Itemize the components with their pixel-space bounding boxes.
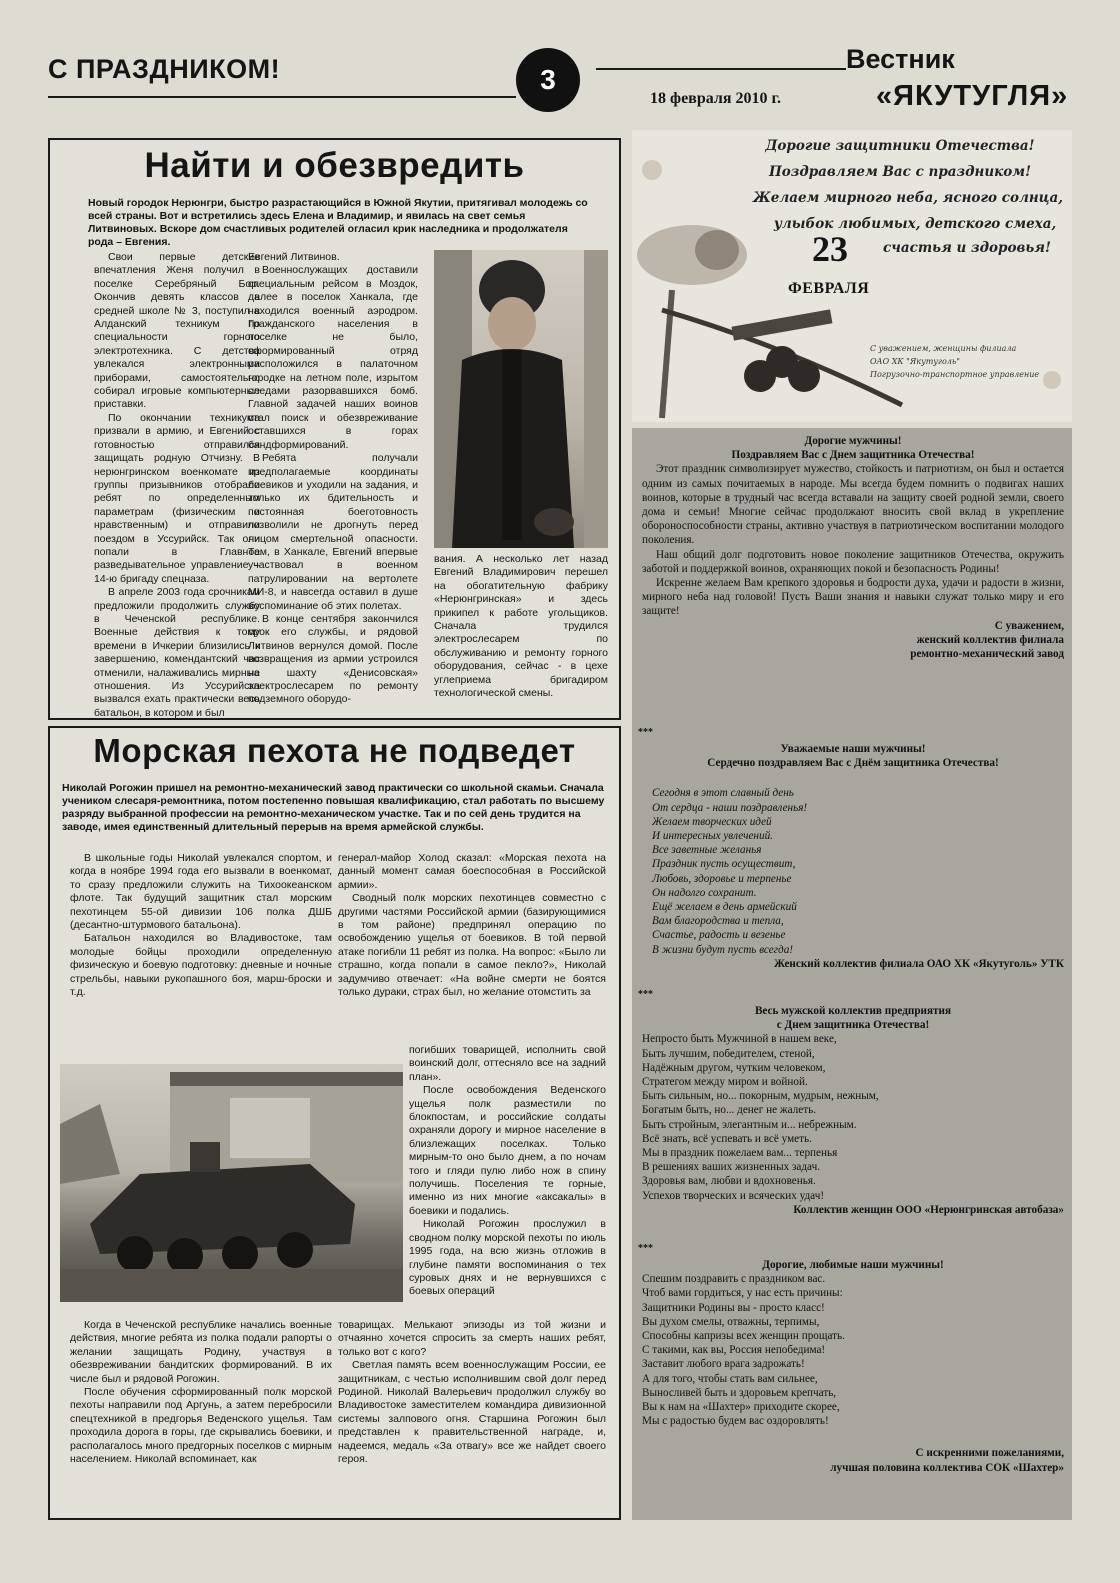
paragraph: По окончании техникума призвали в армию, и Евгений с готовностью отправился защищать родную Отчизну. В нерюнгринском военкомате из группы призывников отобрали ребят по определенным параметрам (физическим и нравственным) и отправили поездом в Уссурийск. Так они попали в Главное разведывательное управление – 14-ю бригаду спецназа. — [94, 411, 260, 585]
greeting-signature: женский коллектив филиала — [916, 633, 1064, 646]
signature-line: Погрузочно-транспортное управление — [870, 370, 1040, 379]
greeting-line: Желаем мирного неба, ясного солнца, — [753, 190, 1063, 206]
poem-line: Здоровья вам, любви и вдохновенья. — [642, 1175, 816, 1188]
greeting-signature: Женский коллектив филиала ОАО ХК «Якутуголь» УТК — [773, 957, 1064, 970]
header-rule-left — [48, 96, 516, 98]
article-column-2-bottom — [338, 1319, 606, 1466]
article-column-2 — [248, 251, 418, 707]
poem-line: И интересных увлечений. — [652, 830, 773, 843]
poem-line: Вам благородства и тепла, — [652, 915, 784, 928]
greeting-line: Поздравляем Вас с праздником! — [768, 164, 1032, 180]
article-title: Морская пехота не подведет — [93, 732, 576, 769]
paragraph: После освобождения Веденского ущелья полк разместили по блокпостам, и российские солдаты охраняли дорогу и мирное население в близлежащих поселках. Только мирным-то оно было днем, а по ночам того и гляди пулю либо нож в спину получишь. Поселения те горные, именно из них многие «аксакалы» в боевики и подались. — [409, 1084, 606, 1217]
greeting-heading: Дорогие мужчины! — [804, 435, 902, 447]
poem-line: Быть лучшим, победителем, стеной, — [642, 1047, 815, 1060]
article-column-1 — [70, 852, 332, 999]
poem-line: От сердца - наши поздравленья! — [652, 801, 808, 814]
greeting-signature — [870, 342, 1066, 381]
brand-name-line1: Вестник — [846, 44, 955, 74]
paragraph: Ребята получали предполагаемые координаты боевиков и уходили на задания, и только их бдительность и постоянная боеготовность позволили не дрогнуть перед лицом смертельной опасности. Там, в Ханкале, Евгений впервые участвовал в военном патрулировании на вертолете МИ-8, и навсегда оставил в душе воспоминание об этих полетах. — [248, 452, 418, 612]
poem-line: Он надолго сохранит. — [652, 886, 757, 899]
poem-line: Мы в праздник пожелаем вам... терпенья — [642, 1147, 838, 1160]
greeting-heading: Сердечно поздравляем Вас с Днём защитника Отечества! — [707, 757, 999, 770]
paragraph: После обучения сформированный полк морской пехоты направили под Аргунь, а затем перебросили спецтехникой в предгорья Веденского ущелья. Там проходила дорога в горы, где скрывались боевики, и располагалось много предгорных поселков с мирным населением. Николай вспоминает, как — [70, 1386, 332, 1466]
poem-line: Надёжным другом, чутким человеком, — [642, 1061, 826, 1074]
poem-line: Сегодня в этот славный день — [652, 787, 794, 800]
greeting-block-shakhter — [642, 1258, 1064, 1475]
article-litvinov — [48, 138, 621, 720]
paragraph: погибших товарищей, исполнить свой воинский долг, оттесняло все на задний план». — [409, 1044, 606, 1083]
poem-line: Все заветные желанья — [652, 844, 762, 857]
greeting-block-rmz — [642, 434, 1064, 661]
greeting-heading: Поздравляем Вас с Днем защитника Отечества! — [731, 449, 975, 462]
soldier-portrait-image — [434, 250, 608, 548]
paragraph: В школьные годы Николай увлекался спортом, и когда в ноябре 1994 года его вызвали в военкомат, то сразу предложили служить на Тихоокеанском флоте. Так будущий защитник стал морским пехотинцем 55-ой дивизии 106 полка ДШБ (десантно-штурмового батальона). — [70, 852, 332, 932]
greeting-signature: С искренними пожеланиями, — [915, 1447, 1064, 1460]
poem-line: Праздник пусть осуществит, — [652, 858, 796, 871]
article-lead: Новый городок Нерюнгри, быстро разрастающийся в Южной Якутии, притягивал молодежь со всей страны. Вот и встретились здесь Елена и Владимир, и явилась на свет семья Литвиновых. Вскоре дом счастливых родителей огласил крик наследника и продолжателя рода – Евгения. — [88, 197, 588, 248]
poem-line: В решениях ваших жизненных задач. — [642, 1161, 820, 1174]
section-title: С ПРАЗДНИКОМ! — [48, 54, 281, 84]
poem-line: Заставит любого врага задрожать! — [642, 1358, 805, 1371]
greeting-signature: Коллектив женщин ООО «Нерюнгринская автобаза» — [793, 1203, 1064, 1216]
paragraph: Сводный полк морских пехотинцев совместно с другими частями Российской армии (базирующимися в том районе) предпринял операцию по освобождению ущелья от боевиков. В той первой атаке погибли 11 ребят из полка. На вопрос: «Было ли страшно, когда попали в самое пекло?», Николай задумчиво отвечает: «На войне смерти не боятся только дураки, страх был, но желание отомстить за — [338, 892, 606, 999]
poem-line: Любовь, здоровье и терпенье — [652, 872, 792, 885]
poem-line: В жизни будут пусть всегда! — [652, 943, 794, 956]
paragraph: В апреле 2003 года срочникам предложили продолжить службу в Чеченской республике. Военные действия к тому времени в Ичкерии близились к завершению, комендантский час отменили, налаживались мирные отношения. Из Уссурийска вызвался ехать практически весь батальон, в котором и был — [94, 586, 260, 719]
portrait-photo — [434, 250, 608, 548]
btr-image — [60, 1064, 403, 1302]
greeting-heading: с Днем защитника Отечества! — [776, 1019, 930, 1032]
article-column-1 — [94, 251, 260, 720]
poem-line: Выносливей быть и здоровьем крепчать, — [642, 1386, 837, 1399]
poem-line: Стратегом между миром и войной. — [642, 1076, 808, 1089]
greeting-line: улыбок любимых, детского смеха, — [773, 216, 1057, 232]
paragraph: Евгений Литвинов. — [248, 251, 340, 263]
greeting-line: счастья и здоровья! — [883, 240, 1051, 256]
greeting-signature: лучшая половина коллектива СОК «Шахтер» — [830, 1461, 1064, 1474]
article-column-3 — [434, 553, 608, 700]
greeting-poem — [642, 1032, 1064, 1202]
separator-stars: *** — [638, 989, 653, 1000]
poem-line: Всё знать, всё успевать и всё уметь. — [642, 1132, 812, 1145]
article-lead: Николай Рогожин пришел на ремонтно-механический завод практически со школьной скамьи. Сначала учеником слесаря-ремонтника, потом постепенно повышая квалификацию, стал работать по высшему разряду выбранной профессии на ремонтно-механическом участке. Так и по сей день трудится на заводе, имея единственный длительный перерыв на время армейской службы. — [62, 782, 605, 833]
issue-date: 18 февраля 2010 г. — [650, 90, 781, 107]
article-column-2 — [338, 852, 606, 999]
paragraph: Свои первые детские впечатления Женя получил в поселке Серебряный Бор. Окончив девять классов в средней школе № 3, поступил в Алданский техникум по специальности горного электротехника. С детства увлекался электронными приборами, самостоятельно собирал игровые компьютерные приставки. — [94, 251, 260, 411]
poem-line: Быть сильным, но... покорным, мудрым, нежным, — [642, 1090, 879, 1103]
paragraph: Когда в Чеченской республике начались военные действия, многие ребята из полка подали рапорты о желании защищать Родину, участвуя в обезвреживании бандитских формирований. В их числе был и рядовой Рогожин. — [70, 1319, 332, 1385]
page-number: 3 — [516, 48, 580, 112]
article-title: Найти и обезвредить — [144, 146, 525, 185]
poem-line: Счастье, радость и везенье — [652, 929, 786, 942]
poem-line: Чтоб вами гордиться, у нас есть причины: — [642, 1287, 843, 1300]
poem-line: Успехов творческих и всяческих удач! — [642, 1189, 825, 1202]
holiday-greeting-card — [632, 130, 1072, 422]
greeting-block-utk — [642, 742, 1064, 971]
paragraph: Наш общий долг подготовить новое поколение защитников Отечества, окружить заботой и поддержкой воинов, охраняющих покой и безопасность Родины! — [642, 548, 1064, 575]
header-rule-right — [596, 68, 846, 70]
greetings-panel — [632, 428, 1072, 1520]
poem-line: А для того, чтобы стать вам сильнее, — [642, 1372, 818, 1385]
poem-line: Богатым быть, но... денег не жалеть. — [642, 1104, 817, 1117]
paragraph: вания. А несколько лет назад Евгений Владимирович перешел на обогатительную фабрику «Нерюнгринская» и здесь прикипел к работе угольщиков. Сначала трудился электрослесарем по обслуживанию и ремонту горного оборудования, сейчас - в цехе углеприема бригадиром технологической смены. — [434, 553, 608, 700]
article-column-1-bottom — [70, 1319, 332, 1466]
separator-stars: *** — [638, 1243, 653, 1254]
greeting-heading: Весь мужской коллектив предприятия — [754, 1005, 952, 1017]
signature-line: ОАО ХК "Якутуголь" — [870, 357, 960, 366]
separator-stars: *** — [638, 727, 653, 738]
paragraph: генерал-майор Холод сказал: «Морская пехота на данный момент самая боеспособная в Российской армии». — [338, 852, 606, 891]
greeting-signature: ремонтно-механический завод — [910, 648, 1064, 661]
greeting-line: Дорогие защитники Отечества! — [765, 138, 1035, 154]
greeting-poem — [642, 786, 1064, 956]
greeting-block-autobaza — [642, 1004, 1064, 1217]
paragraph: Военнослужащих доставили специальным рейсом в Моздок, далее в поселок Ханкала, где находился военный аэродром. Гражданского населения в поселке не было, сформированный отряд расположился в палаточном городке на летном поле, изрытом следами разорвавшихся бомб. Главной задачей наших воинов стал поиск и обезвреживание оставшихся в горах бандформирований. — [248, 264, 418, 451]
poem-line: Вы к нам на «Шахтер» приходите скорее, — [642, 1401, 840, 1414]
armored-vehicle-photo — [60, 1064, 403, 1302]
greeting-heading: Уважаемые наши мужчины! — [780, 743, 926, 755]
date-day: 23 — [812, 229, 848, 269]
paragraph: Батальон находился во Владивостоке, там молодые бойцы проходили определенную физическую и боевую подготовку: дневные и ночные стрельбы, навыки рукопашного боя, марш-броски и т.д. — [70, 932, 332, 999]
poem-line: Ещё желаем в день армейский — [652, 901, 797, 914]
poem-line: С такими, как вы, Россия непобедима! — [642, 1344, 826, 1357]
brand-name-line2: «ЯКУТУГЛЯ» — [876, 80, 1069, 112]
poem-line: Мы с радостью будем вас оздоровлять! — [642, 1415, 829, 1428]
poem-line: Спешим поздравить с праздником вас. — [642, 1273, 826, 1286]
poem-line: Непросто быть Мужчиной в нашем веке, — [642, 1033, 837, 1046]
poem-line: Быть стройным, элегантным и... небрежным. — [642, 1118, 857, 1131]
paragraph: В конце сентября закончился срок его службы, и рядовой Литвинов вернулся домой. После возвращения из армии устроился на шахту «Денисовская» электрослесарем по ремонту подземного оборудо- — [248, 612, 418, 706]
greeting-signature: С уважением, — [994, 619, 1064, 632]
poem-line: Вы духом смелы, отважны, терпимы, — [642, 1315, 820, 1328]
date-month: ФЕВРАЛЯ — [788, 280, 870, 297]
poem-line: Защитники Родины вы - просто класс! — [642, 1301, 825, 1314]
paragraph: товарищах. Мелькают эпизоды из той жизни и отчаянно хочется спросить за смерть наших ребят, только вот с кого? — [338, 1319, 606, 1358]
poem-line: Желаем творческих идей — [652, 815, 772, 828]
paragraph: Этот праздник символизирует мужество, стойкость и патриотизм, он был и остается одним из самых почитаемых в народе. Мы всегда будем помнить о подвигах наших воинов, которые в трудный час всегда вставали на защиту своей родной земли, своего дома и семьи! Многие сейчас продолжают вносить свой вклад в укрепление обороноспособности страны, активно участвуя в патриотическом воспитании молодого поколения. — [642, 463, 1064, 547]
greeting-poem — [642, 1272, 1064, 1428]
paragraph: Светлая память всем военнослужащим России, ее защитникам, с честью исполнившим свой долг перед Родиной. Николай Валерьевич продолжил службу во Владивостоке заместителем командира дивизионной системы залпового огня. Старшина Рогожин был представлен к правительственной награде, и, надеемся, медаль «За отвагу» все же найдет своего героя. — [338, 1359, 606, 1466]
article-column-2-continued — [409, 1044, 606, 1299]
greeting-heading: Дорогие, любимые наши мужчины! — [762, 1259, 944, 1271]
paragraph: Искренне желаем Вам крепкого здоровья и бодрости духа, удачи и радости в жизни, мирного неба над головой! Пусть Ваши знания и навыки служат только миру и его защите! — [642, 577, 1064, 618]
paragraph: Николай Рогожин прослужил в сводном полку морской пехоты по июль 1995 года, на всю жизнь отложив в глубине памяти воспоминания о тех суровых днях и не вернувшихся с боевых операций — [409, 1218, 606, 1298]
poem-line: Способны капризы всех женщин прощать. — [642, 1330, 845, 1343]
signature-line: С уважением, женщины филиала — [870, 344, 1017, 353]
article-rogozhin — [48, 726, 621, 1520]
